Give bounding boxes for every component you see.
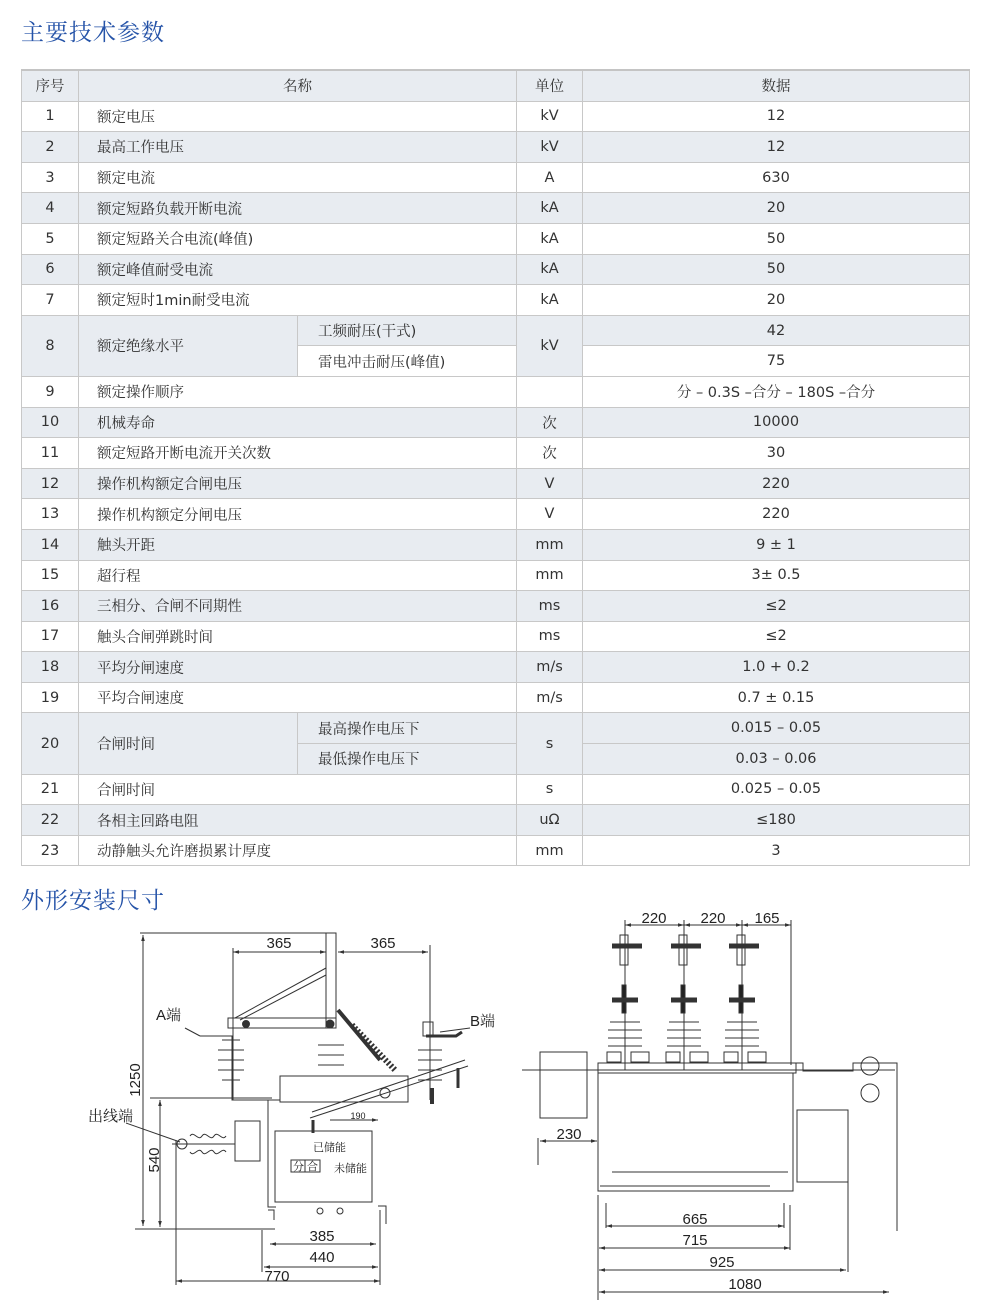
row-no: 14 bbox=[22, 529, 79, 560]
row-value: 3 bbox=[583, 835, 970, 866]
row-unit: 次 bbox=[517, 438, 583, 469]
row-name: 触头合闸弹跳时间 bbox=[79, 621, 517, 652]
row-subname: 雷电冲击耐压(峰值) bbox=[298, 346, 517, 377]
row-value: 0.03 – 0.06 bbox=[583, 744, 970, 775]
row-value: 20 bbox=[583, 285, 970, 316]
row-value: 220 bbox=[583, 468, 970, 499]
row-name: 超行程 bbox=[79, 560, 517, 591]
row-no: 15 bbox=[22, 560, 79, 591]
label-uncharged: 未储能 bbox=[334, 1163, 367, 1175]
dim-1080: 1080 bbox=[728, 1276, 762, 1293]
dim-220-b: 220 bbox=[700, 910, 726, 927]
dim-365-right: 365 bbox=[370, 935, 396, 952]
section-title-dimensions: 外形安装尺寸 bbox=[21, 888, 165, 914]
row-no: 2 bbox=[22, 132, 79, 163]
dim-1250: 1250 bbox=[127, 1063, 144, 1097]
row-subname: 工频耐压(干式) bbox=[298, 315, 517, 346]
row-value: 9 ± 1 bbox=[583, 529, 970, 560]
dim-220-a: 220 bbox=[641, 910, 667, 927]
row-name: 平均分闸速度 bbox=[79, 652, 517, 683]
row-value: 220 bbox=[583, 499, 970, 530]
row-unit: V bbox=[517, 468, 583, 499]
row-value: ≤180 bbox=[583, 805, 970, 836]
dim-665: 665 bbox=[682, 1211, 708, 1228]
label-outlet: 出线端 bbox=[88, 1108, 134, 1125]
row-unit: kA bbox=[517, 193, 583, 224]
row-value: 1.0 + 0.2 bbox=[583, 652, 970, 683]
row-value: 3± 0.5 bbox=[583, 560, 970, 591]
row-unit: A bbox=[517, 162, 583, 193]
row-name: 额定操作顺序 bbox=[79, 376, 517, 407]
row-value: 10000 bbox=[583, 407, 970, 438]
label-charged: 已储能 bbox=[313, 1142, 346, 1154]
label-open: 分 bbox=[293, 1161, 304, 1173]
row-name: 各相主回路电阻 bbox=[79, 805, 517, 836]
row-unit: kA bbox=[517, 285, 583, 316]
row-no: 23 bbox=[22, 835, 79, 866]
row-name: 额定短路负载开断电流 bbox=[79, 193, 517, 224]
row-unit: s bbox=[517, 713, 583, 774]
front-view-drawing bbox=[522, 920, 897, 1300]
row-name: 额定绝缘水平 bbox=[79, 315, 298, 376]
dim-540: 540 bbox=[146, 1147, 163, 1173]
row-unit: V bbox=[517, 499, 583, 530]
row-no: 13 bbox=[22, 499, 79, 530]
row-value: 50 bbox=[583, 223, 970, 254]
row-name: 机械寿命 bbox=[79, 407, 517, 438]
row-unit: kA bbox=[517, 254, 583, 285]
row-no: 21 bbox=[22, 774, 79, 805]
row-value: 30 bbox=[583, 438, 970, 469]
header-name: 名称 bbox=[79, 70, 517, 101]
row-name: 额定电压 bbox=[79, 101, 517, 132]
row-name: 动静触头允许磨损累计厚度 bbox=[79, 835, 517, 866]
row-unit: mm bbox=[517, 529, 583, 560]
row-name: 合闸时间 bbox=[79, 713, 298, 774]
row-unit: m/s bbox=[517, 682, 583, 713]
row-value: 12 bbox=[583, 101, 970, 132]
dim-440: 440 bbox=[309, 1249, 335, 1266]
row-no: 9 bbox=[22, 376, 79, 407]
row-name: 操作机构额定分闸电压 bbox=[79, 499, 517, 530]
row-no: 5 bbox=[22, 223, 79, 254]
row-unit: 次 bbox=[517, 407, 583, 438]
row-name: 额定电流 bbox=[79, 162, 517, 193]
dim-230: 230 bbox=[556, 1126, 582, 1143]
header-unit: 单位 bbox=[517, 70, 583, 101]
row-unit: ms bbox=[517, 621, 583, 652]
row-value: 42 bbox=[583, 315, 970, 346]
row-no: 4 bbox=[22, 193, 79, 224]
row-unit: uΩ bbox=[517, 805, 583, 836]
row-no: 10 bbox=[22, 407, 79, 438]
label-a-end: A端 bbox=[156, 1007, 182, 1024]
label-b-end: B端 bbox=[470, 1013, 496, 1030]
row-subname: 最高操作电压下 bbox=[298, 713, 517, 744]
row-name: 操作机构额定合闸电压 bbox=[79, 468, 517, 499]
row-name: 额定短路开断电流开关次数 bbox=[79, 438, 517, 469]
row-name: 三相分、合闸不同期性 bbox=[79, 591, 517, 622]
row-unit: s bbox=[517, 774, 583, 805]
row-no: 6 bbox=[22, 254, 79, 285]
label-close: 合 bbox=[307, 1161, 318, 1173]
row-no: 22 bbox=[22, 805, 79, 836]
row-no: 7 bbox=[22, 285, 79, 316]
row-name: 最高工作电压 bbox=[79, 132, 517, 163]
row-value: ≤2 bbox=[583, 621, 970, 652]
dim-715: 715 bbox=[682, 1232, 708, 1249]
row-no: 20 bbox=[22, 713, 79, 774]
section-title-specs: 主要技术参数 bbox=[21, 20, 165, 46]
row-unit: kV bbox=[517, 315, 583, 376]
dim-925: 925 bbox=[709, 1254, 735, 1271]
row-unit: ms bbox=[517, 591, 583, 622]
row-no: 3 bbox=[22, 162, 79, 193]
dim-385: 385 bbox=[309, 1228, 335, 1245]
row-no: 17 bbox=[22, 621, 79, 652]
row-name: 合闸时间 bbox=[79, 774, 517, 805]
row-unit: kA bbox=[517, 223, 583, 254]
row-no: 1 bbox=[22, 101, 79, 132]
row-name: 触头开距 bbox=[79, 529, 517, 560]
row-value: 分 – 0.3S –合分 – 180S –合分 bbox=[583, 376, 970, 407]
row-unit: kV bbox=[517, 132, 583, 163]
side-view-drawing bbox=[126, 933, 470, 1285]
dim-770: 770 bbox=[264, 1268, 290, 1285]
row-name: 额定短时1min耐受电流 bbox=[79, 285, 517, 316]
row-value: ≤2 bbox=[583, 591, 970, 622]
row-value: 0.025 – 0.05 bbox=[583, 774, 970, 805]
row-no: 11 bbox=[22, 438, 79, 469]
row-unit: mm bbox=[517, 560, 583, 591]
row-no: 19 bbox=[22, 682, 79, 713]
row-name: 平均合闸速度 bbox=[79, 682, 517, 713]
row-unit: mm bbox=[517, 835, 583, 866]
row-value: 630 bbox=[583, 162, 970, 193]
row-no: 18 bbox=[22, 652, 79, 683]
row-value: 20 bbox=[583, 193, 970, 224]
row-unit: kV bbox=[517, 101, 583, 132]
header-value: 数据 bbox=[583, 70, 970, 101]
row-value: 75 bbox=[583, 346, 970, 377]
row-no: 8 bbox=[22, 315, 79, 376]
row-value: 0.015 – 0.05 bbox=[583, 713, 970, 744]
row-unit: m/s bbox=[517, 652, 583, 683]
row-no: 12 bbox=[22, 468, 79, 499]
row-value: 0.7 ± 0.15 bbox=[583, 682, 970, 713]
row-subname: 最低操作电压下 bbox=[298, 744, 517, 775]
dim-190: 190 bbox=[350, 1111, 366, 1121]
row-value: 12 bbox=[583, 132, 970, 163]
row-name: 额定峰值耐受电流 bbox=[79, 254, 517, 285]
row-value: 50 bbox=[583, 254, 970, 285]
dim-365-left: 365 bbox=[266, 935, 292, 952]
header-no: 序号 bbox=[22, 70, 79, 101]
row-no: 16 bbox=[22, 591, 79, 622]
row-name: 额定短路关合电流(峰值) bbox=[79, 223, 517, 254]
dim-165: 165 bbox=[754, 910, 780, 927]
